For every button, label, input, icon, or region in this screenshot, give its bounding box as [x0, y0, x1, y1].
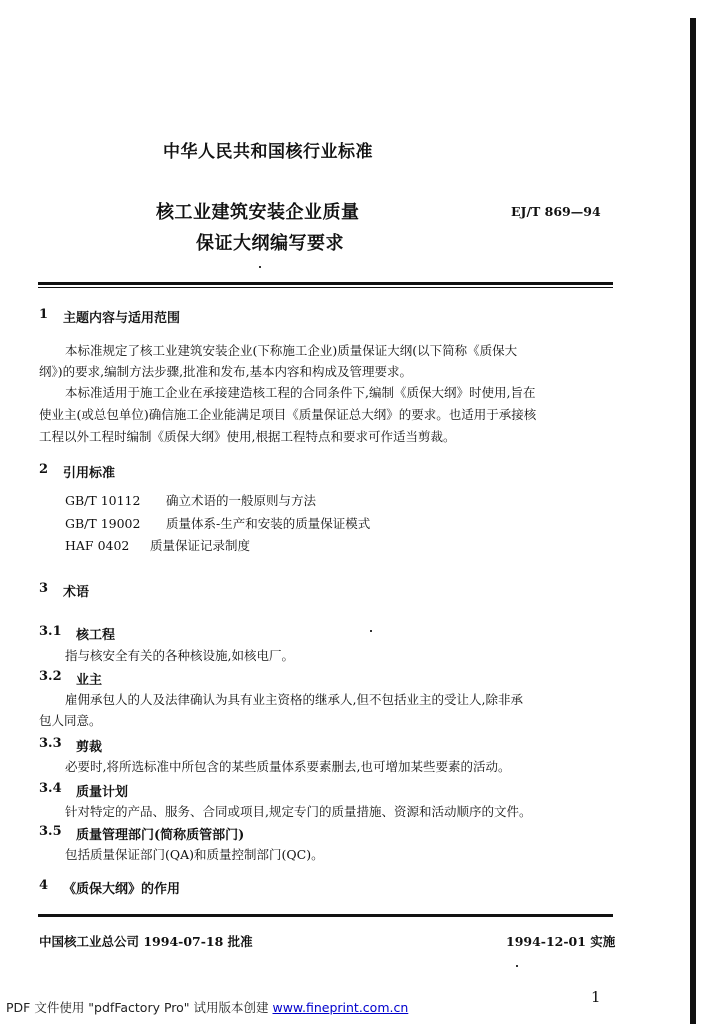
watermark-text: PDF 文件使用 "pdfFactory Pro" 试用版本创建 [6, 1000, 273, 1015]
term-title: 业主 [76, 673, 103, 688]
document-title-line1: 核工业建筑安装企业质量 [156, 202, 360, 223]
reference-code: GB/T 19002 [65, 516, 141, 531]
term-title: 剪裁 [76, 740, 103, 755]
term-title: 质量计划 [76, 785, 129, 800]
term-definition: 必要时,将所选标准中所包含的某些质量体系要素删去,也可增加某些要素的活动。 [65, 759, 511, 774]
header-rule [38, 282, 613, 285]
term-definition: 包人同意。 [39, 713, 102, 728]
term-number: 3.4 [39, 781, 62, 796]
section-4-number: 4 [39, 878, 49, 893]
term-definition: 指与核安全有关的各种核设施,如核电厂。 [65, 648, 294, 663]
section-4-title: 《质保大纲》的作用 [63, 882, 181, 897]
term-number: 3.5 [39, 824, 62, 839]
term-number: 3.2 [39, 669, 62, 684]
reference-title: 质量体系-生产和安装的质量保证模式 [166, 516, 371, 531]
pdf-watermark [6, 998, 408, 1016]
footer-rule [38, 914, 613, 917]
section-1-paragraph-2-line-1: 本标准适用于施工企业在承接建造核工程的合同条件下,编制《质保大纲》时使用,旨在 [65, 385, 536, 400]
term-definition: 包括质量保证部门(QA)和质量控制部门(QC)。 [65, 847, 324, 862]
document-title-line2: 保证大纲编写要求 [196, 233, 344, 254]
term-definition: 针对特定的产品、服务、合同或项目,规定专门的质量措施、资源和活动顺序的文件。 [65, 804, 532, 819]
page-number: 1 [591, 988, 601, 1006]
section-2-title: 引用标准 [63, 466, 116, 481]
watermark-link[interactable]: www.fineprint.com.cn [272, 1000, 409, 1015]
section-1-paragraph-1-line-1: 本标准规定了核工业建筑安装企业(下称施工企业)质量保证大纲(以下简称《质保大 [65, 343, 518, 358]
scan-speck [259, 266, 261, 268]
section-2-number: 2 [39, 462, 49, 477]
section-1-paragraph-2-line-3: 工程以外工程时编制《质保大纲》使用,根据工程特点和要求可作适当剪裁。 [39, 429, 456, 444]
scan-speck [516, 965, 518, 967]
reference-item [65, 513, 140, 535]
section-1-paragraph-1-line-2: 纲》)的要求,编制方法步骤,批准和发布,基本内容和构成及管理要求。 [39, 364, 413, 379]
term-definition: 雇佣承包人的人及法律确认为具有业主资格的继承人,但不包括业主的受让人,除非承 [65, 692, 523, 707]
header-rule-thin [38, 287, 613, 288]
approval-line: 中国核工业总公司 1994-07-18 批准 [39, 934, 253, 949]
term-title: 质量管理部门(简称质管部门) [76, 828, 245, 843]
section-1-paragraph-2-line-2: 使业主(或总包单位)确信施工企业能满足项目《质量保证总大纲》的要求。也适用于承接核 [39, 407, 537, 422]
implementation-date: 1994-12-01 实施 [506, 934, 616, 949]
standard-code: EJ/T 869—94 [511, 204, 601, 219]
scan-speck [370, 630, 372, 632]
reference-item [65, 490, 140, 512]
reference-title: 确立术语的一般原则与方法 [166, 493, 317, 508]
term-number: 3.1 [39, 624, 62, 639]
section-3-number: 3 [39, 581, 49, 596]
agency-title: 中华人民共和国核行业标准 [163, 142, 373, 162]
reference-code: GB/T 10112 [65, 493, 141, 508]
reference-title: 质量保证记录制度 [150, 538, 251, 553]
section-1-number: 1 [39, 307, 49, 322]
term-title: 核工程 [76, 628, 116, 643]
section-3-title: 术语 [63, 585, 90, 600]
term-number: 3.3 [39, 736, 62, 751]
scan-edge-bar [690, 18, 696, 1024]
section-1-title: 主题内容与适用范围 [63, 311, 181, 326]
reference-item [65, 535, 129, 557]
reference-code: HAF 0402 [65, 538, 130, 553]
